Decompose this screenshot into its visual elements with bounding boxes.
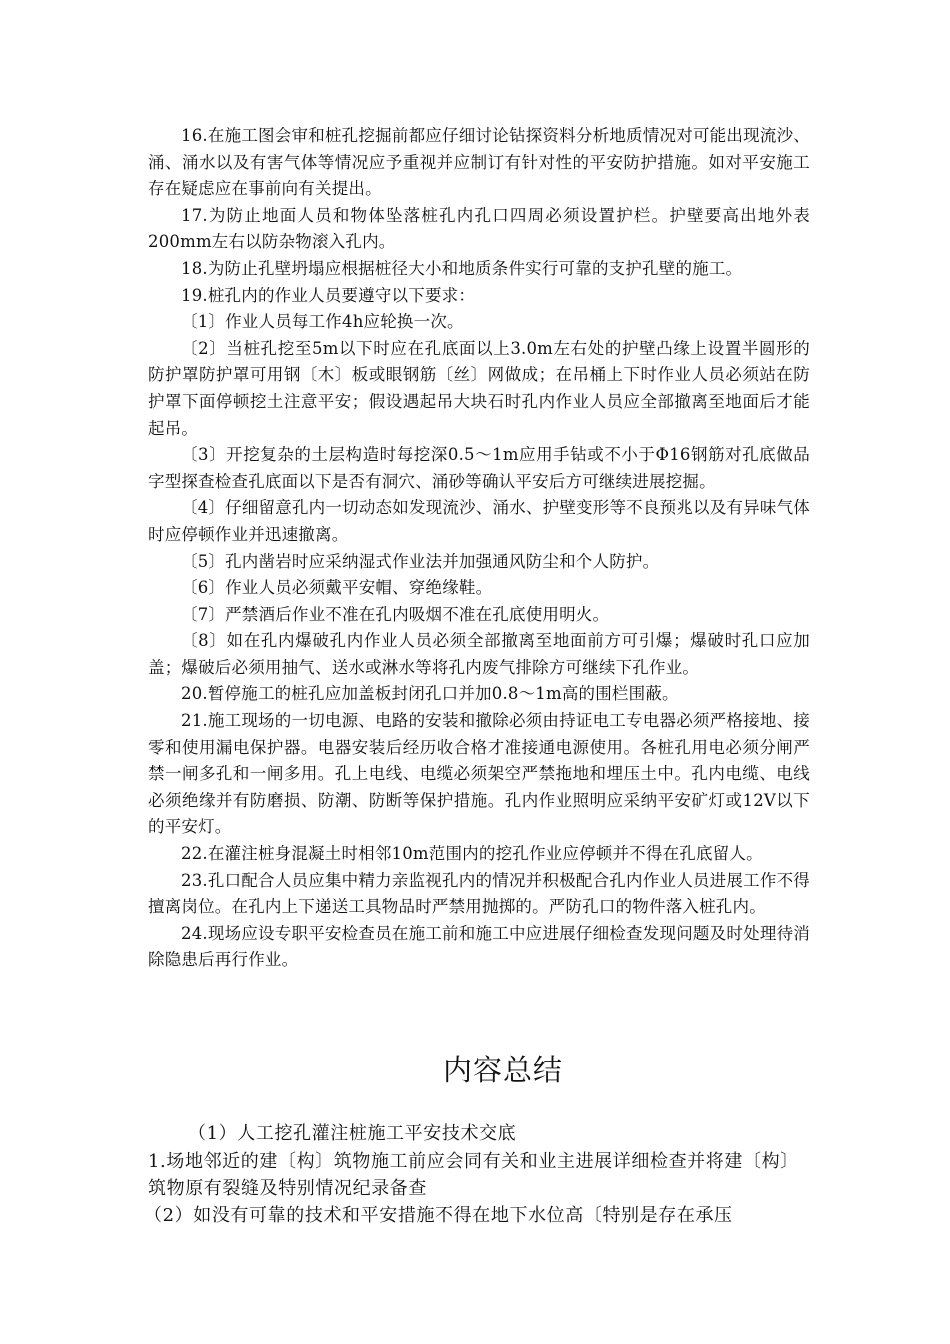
summary-body <box>144 1120 810 1229</box>
paragraph-21: 21.施工现场的一切电源、电路的安装和撤除必须由持证电工专电器必须严格接地、接零和使用漏电保护器。电器安装后经历收合格才准接通电源使用。各桩孔用电必须分闸严禁一闸多孔和一闸多用。孔上电线、电缆必须架空严禁拖地和埋压土中。孔内电缆、电线必须绝缘并有防磨损、防潮、防断等保护措施。孔内作业照明应采纳平安矿灯或12V以下的平安灯。 <box>148 711 810 837</box>
paragraph-19-item-5: 〔5〕孔内凿岩时应采纳湿式作业法并加强通风防尘和个人防护。 <box>181 551 660 571</box>
paragraph-22: 22.在灌注桩身混凝土时相邻10m范围内的挖孔作业应停顿并不得在孔底留人。 <box>181 844 763 864</box>
paragraph-17: 17.为防止地面人员和物体坠落桩孔内孔口四周必须设置护栏。护壁要高出地外表200mm左右以防杂物滚入孔内。 <box>148 205 810 252</box>
paragraph-19-item-3: 〔3〕开挖复杂的土层构造时每挖深0.5～1m应用手钻或不小于Φ16钢筋对孔底做品字型探查检查孔底面以下是否有洞穴、涌砂等确认平安后方可继续进展挖掘。 <box>148 445 810 491</box>
document-body <box>148 123 810 974</box>
paragraph-19-item-6: 〔6〕作业人员必须戴平安帽、穿绝缘鞋。 <box>181 578 493 598</box>
summary-line-3: （2）如没有可靠的技术和平安措施不得在地下水位高〔特别是存在承压 <box>144 1205 733 1226</box>
paragraph-19-item-7: 〔7〕严禁酒后作业不准在孔内吸烟不准在孔底使用明火。 <box>181 604 610 624</box>
paragraph-19-item-2: 〔2〕当桩孔挖至5m以下时应在孔底面以上3.0m左右处的护壁凸缘上设置半圆形的防护罩防护罩可用钢〔木〕板或眼钢筋〔丝〕网做成；在吊桶上下时作业人员必须站在防护罩下面停顿挖土注意平安；假设遇起吊大块石时孔内作业人员应全部撤离至地面后才能起吊。 <box>148 338 810 438</box>
paragraph-23: 23.孔口配合人员应集中精力亲监视孔内的情况并积极配合孔内作业人员进展工作不得擅离岗位。在孔内上下递送工具物品时严禁用抛掷的。严防孔口的物件落入桩孔内。 <box>148 870 810 917</box>
summary-title: 内容总结 <box>442 1053 563 1087</box>
paragraph-20: 20.暂停施工的桩孔应加盖板封闭孔口并加0.8～1m高的围栏围蔽。 <box>181 684 679 704</box>
paragraph-24: 24.现场应设专职平安检查员在施工前和施工中应进展仔细检查发现问题及时处理待消除隐患后再行作业。 <box>148 923 810 970</box>
paragraph-19-item-4: 〔4〕仔细留意孔内一切动态如发现流沙、涌水、护壁变形等不良预兆以及有异味气体时应停顿作业并迅速撤离。 <box>148 498 810 544</box>
paragraph-19-item-1: 〔1〕作业人员每工作4h应轮换一次。 <box>181 312 464 332</box>
paragraph-16: 16.在施工图会审和桩孔挖掘前都应仔细讨论钻探资料分析地质情况对可能出现流沙、涌、涌水以及有害气体等情况应予重视并应制订有针对性的平安防护措施。如对平安施工存在疑虑应在事前向有关提出。 <box>148 126 810 199</box>
summary-line-1: （1）人工挖孔灌注桩施工平安技术交底 <box>188 1123 517 1144</box>
paragraph-18: 18.为防止孔壁坍塌应根据桩径大小和地质条件实行可靠的支护孔壁的施工。 <box>181 258 743 278</box>
paragraph-19: 19.桩孔内的作业人员要遵守以下要求： <box>181 285 476 305</box>
paragraph-19-item-8: 〔8〕如在孔内爆破孔内作业人员必须全部撤离至地面前方可引爆；爆破时孔口应加盖；爆破后必须用抽气、送水或淋水等将孔内废气排除方可继续下孔作业。 <box>148 631 810 677</box>
summary-line-2: 1.场地邻近的建〔构〕筑物施工前应会同有关和业主进展详细检查并将建〔构〕筑物原有裂缝及特别情况纪录备查 <box>148 1151 799 1199</box>
